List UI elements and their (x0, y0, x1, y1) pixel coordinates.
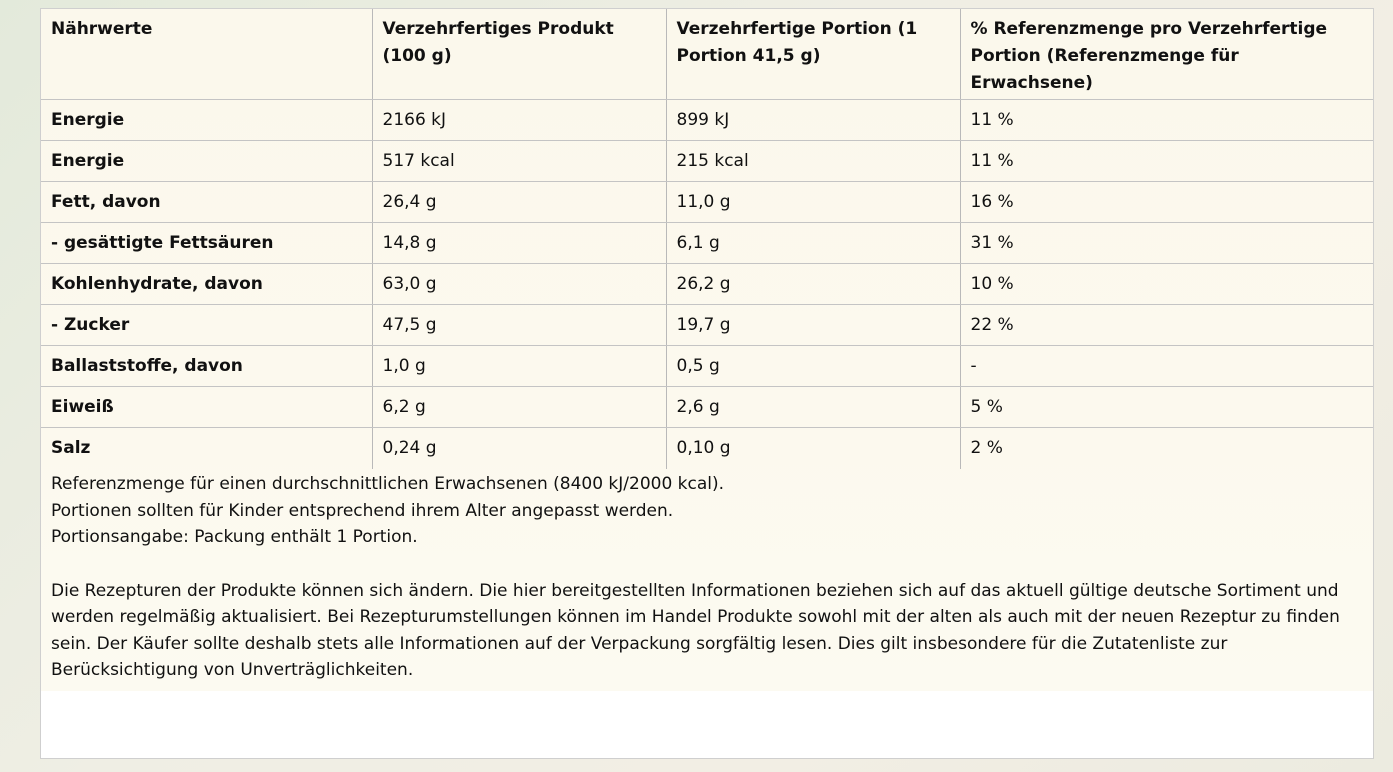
table-row (41, 346, 1373, 387)
nutrition-content (41, 9, 1373, 691)
nutrient-label: Eiweiß (41, 387, 372, 428)
nutrient-label: Energie (41, 100, 372, 141)
table-row (41, 264, 1373, 305)
nutrient-label: Ballaststoffe, davon (41, 346, 372, 387)
nutrition-panel (40, 8, 1374, 759)
value-per-100g: 6,2 g (372, 387, 666, 428)
header-naehrwerte: Nährwerte (41, 9, 372, 100)
table-row (41, 387, 1373, 428)
reference-percent: 5 % (960, 387, 1373, 428)
table-row (41, 141, 1373, 182)
recipe-disclaimer: Die Rezepturen der Produkte können sich ändern. Die hier bereitgestellten Informationen beziehen sich auf das aktuell gültige deutsche Sortiment und werden regelmäßig aktualisiert. Bei Rezepturumstellungen können im Handel Produkte sowohl mit der alten als auch mit der neuen Rezeptur zu finden sein. Der Käufer sollte deshalb stets alle Informationen auf der Verpackung sorgfältig lesen. Dies gilt insbesondere für die Zutatenliste zur Berücksichtigung von Unverträglichkeiten. (51, 580, 1340, 680)
value-per-100g: 0,24 g (372, 428, 666, 469)
reference-percent: 16 % (960, 182, 1373, 223)
reference-percent: 10 % (960, 264, 1373, 305)
value-per-portion: 215 kcal (666, 141, 960, 182)
portion-note: Portionsangabe: Packung enthält 1 Portion. (51, 527, 418, 547)
value-per-portion: 26,2 g (666, 264, 960, 305)
reference-percent: 22 % (960, 305, 1373, 346)
nutrient-label: Energie (41, 141, 372, 182)
reference-percent: 11 % (960, 100, 1373, 141)
children-note: Portionen sollten für Kinder entsprechend ihrem Alter angepasst werden. (51, 500, 674, 521)
value-per-portion: 2,6 g (666, 387, 960, 428)
table-header-row (41, 9, 1373, 100)
table-row (41, 223, 1373, 264)
nutrient-label: Kohlenhydrate, davon (41, 264, 372, 305)
value-per-100g: 14,8 g (372, 223, 666, 264)
header-referenzmenge: % Referenzmenge pro Verzehrfertige Portion (Referenzmenge für Erwachsene) (960, 9, 1373, 100)
value-per-portion: 11,0 g (666, 182, 960, 223)
value-per-portion: 0,5 g (666, 346, 960, 387)
table-row (41, 305, 1373, 346)
value-per-100g: 63,0 g (372, 264, 666, 305)
value-per-100g: 47,5 g (372, 305, 666, 346)
table-row (41, 182, 1373, 223)
reference-percent: 2 % (970, 438, 1003, 458)
value-per-portion: 19,7 g (666, 305, 960, 346)
nutrient-label: Fett, davon (41, 182, 372, 223)
value-per-100g: 1,0 g (372, 346, 666, 387)
nutrition-table (41, 9, 1373, 469)
reference-percent: 11 % (960, 141, 1373, 182)
header-portion: Verzehrfertige Portion (1 Portion 41,5 g) (666, 9, 960, 100)
notes-spacer (51, 551, 1363, 578)
value-per-100g: 517 kcal (372, 141, 666, 182)
reference-percent: 31 % (960, 223, 1373, 264)
value-per-100g: 2166 kJ (372, 100, 666, 141)
nutrition-notes (51, 471, 1363, 684)
reference-percent: - (960, 346, 1373, 387)
value-per-portion: 899 kJ (666, 100, 960, 141)
nutrient-label: - Zucker (41, 305, 372, 346)
reference-note: Referenzmenge für einen durchschnittlichen Erwachsenen (8400 kJ/2000 kcal). (51, 474, 725, 494)
table-row (41, 100, 1373, 141)
value-per-100g: 26,4 g (372, 182, 666, 223)
table-row (41, 428, 1373, 469)
value-per-portion: 0,10 g (666, 428, 960, 469)
header-produkt-100g: Verzehrfertiges Produkt (100 g) (372, 9, 666, 100)
nutrient-label: Salz (41, 428, 372, 469)
value-per-portion: 6,1 g (666, 223, 960, 264)
nutrient-label: - gesättigte Fettsäuren (41, 223, 372, 264)
